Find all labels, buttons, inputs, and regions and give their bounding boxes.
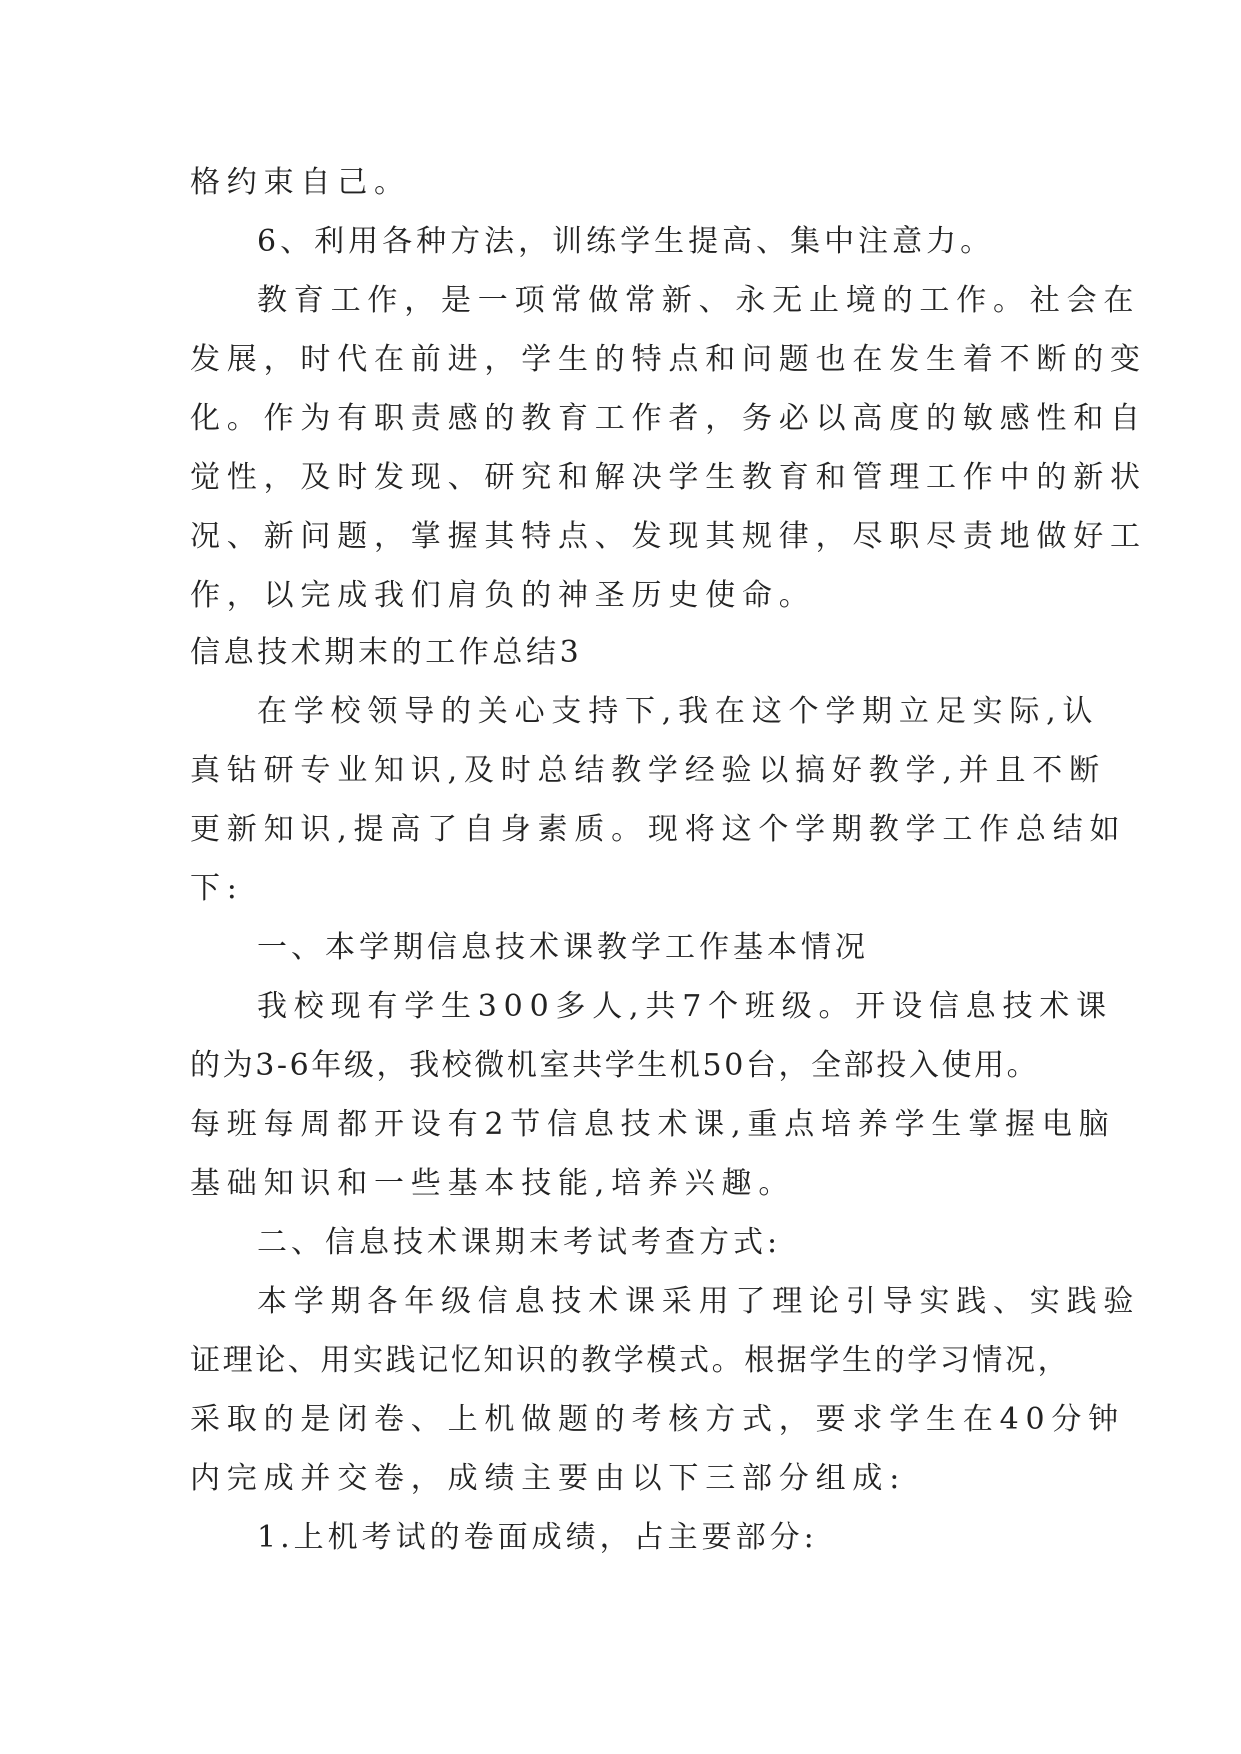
paragraph-start: 在学校领导的关心支持下,我在这个学期立足实际,认 [257,694,1100,729]
paragraph-start: 本学期各年级信息技术课采用了理论引导实践、实践验 [257,1284,1141,1319]
text-line: 每班每周都开设有2节信息技术课,重点培养学生掌握电脑 [190,1107,1116,1142]
text-line: 采取的是闭卷、上机做题的考核方式，要求学生在40分钟 [190,1402,1125,1437]
subheading: 二、信息技术课期末考试考查方式: [257,1225,782,1260]
text-line: 格约束自己。 [190,165,411,200]
text-line: 下: [190,871,244,906]
text-line: 6、利用各种方法，训练学生提高、集中注意力。 [257,224,995,259]
list-item: 1.上机考试的卷面成绩，占主要部分: [257,1520,818,1555]
paragraph-start: 教育工作，是一项常做常新、永无止境的工作。社会在 [257,283,1141,318]
text-line: 的为3-6年级，我校微机室共学生机50台，全部投入使用。 [190,1048,1040,1083]
text-line: 发展，时代在前进，学生的特点和问题也在发生着不断的变 [190,342,1147,377]
text-line: 证理论、用实践记忆知识的教学模式。根据学生的学习情况， [190,1343,1071,1378]
paragraph-start: 我校现有学生300多人,共7个班级。开设信息技术课 [257,989,1113,1024]
text-line: 作，以完成我们肩负的神圣历史使命。 [190,578,816,613]
section-title: 信息技术期末的工作总结3 [190,635,583,670]
text-line: 化。作为有职责感的教育工作者，务必以高度的敏感性和自 [190,401,1147,436]
text-line: 真钻研专业知识,及时总结教学经验以搞好教学,并且不断 [190,753,1106,788]
text-line: 觉性，及时发现、研究和解决学生教育和管理工作中的新状 [190,460,1147,495]
text-line: 内完成并交卷，成绩主要由以下三部分组成: [190,1461,907,1496]
text-line: 基础知识和一些基本技能,培养兴趣。 [190,1166,796,1201]
subheading: 一、本学期信息技术课教学工作基本情况 [257,930,869,965]
text-line: 况、新问题，掌握其特点、发现其规律，尽职尽责地做好工 [190,519,1147,554]
text-line: 更新知识,提高了自身素质。现将这个学期教学工作总结如 [190,812,1127,847]
